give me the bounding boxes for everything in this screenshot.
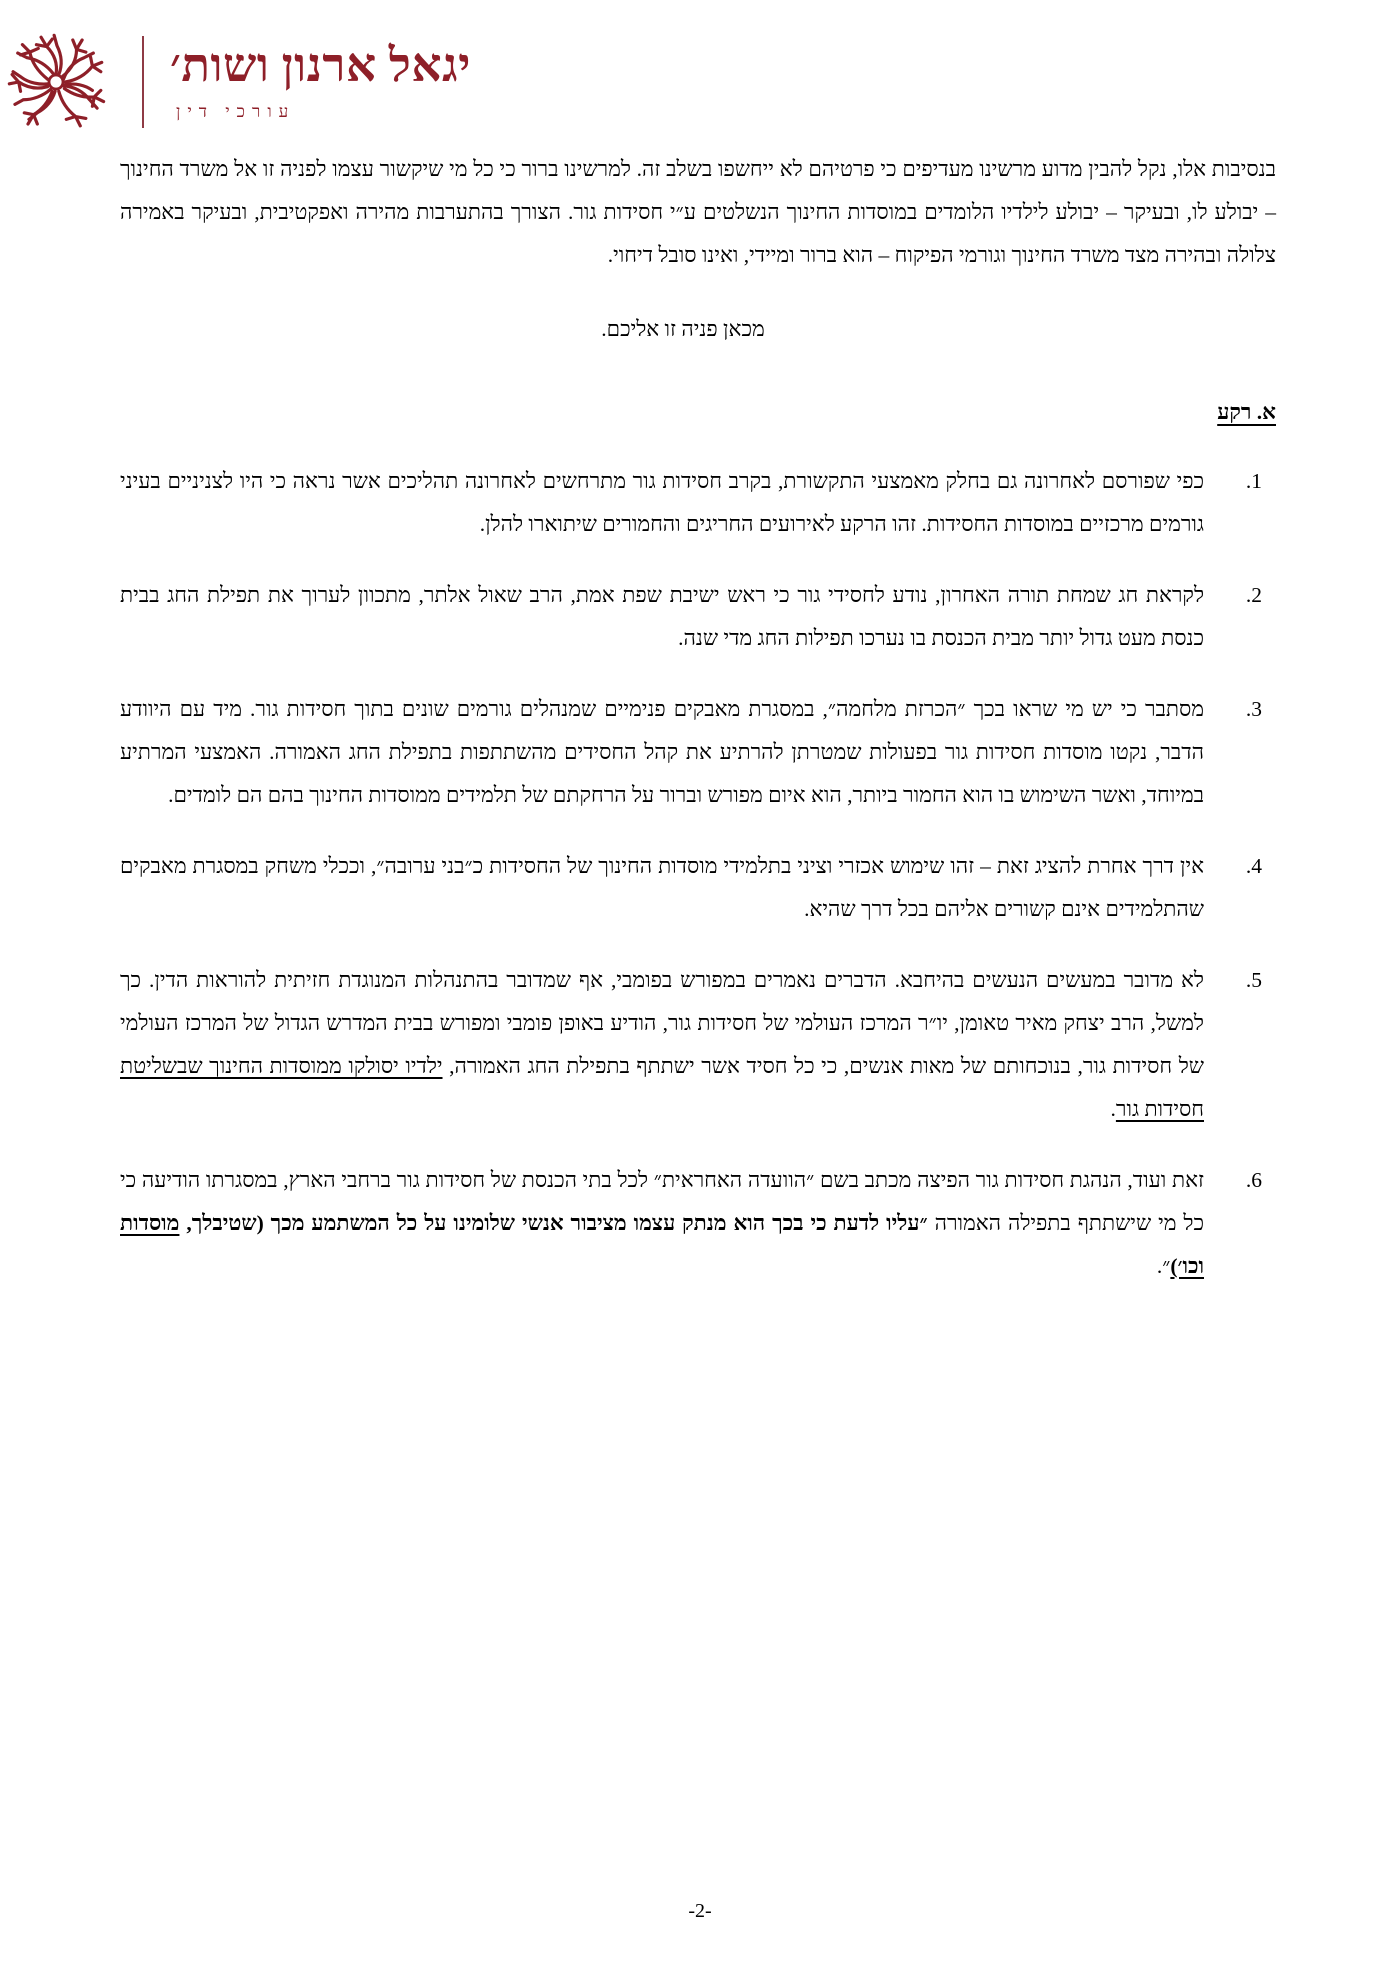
text-run-bold: ״עליו לדעת כי בכך הוא מנתק עצמו מציבור אנשי שלומינו על כל המשתמע מכך (שטיבלך,: [179, 1211, 928, 1235]
list-item: [120, 688, 1276, 817]
list-item: [120, 460, 1276, 546]
text-run-normal: זאת ועוד, הנהגת חסידות גור הפיצה מכתב בשם ״הוועדה האחראית״ לכל בתי הכנסת של חסידות גור ברחבי הארץ, במסגרתו הודיעה כי כל מי שישתתף בתפילה האמורה: [120, 1168, 1204, 1235]
list-item-number: .1: [1245, 469, 1262, 493]
firm-name: יגאל ארנון ושות׳: [170, 40, 471, 93]
list-item-text: אין דרך אחרת להציג זאת – זהו שימוש אכזרי וציני בתלמידי מוסדות החינוך של החסידות כ״בני ערובה״, וככלי משחק במסגרת מאבקים שהתלמידים אינם קשורים אליהם בכל דרך שהיא.: [120, 854, 1204, 921]
page-number: -2-: [688, 1900, 712, 1922]
text-run-underline: ילדיו יסולקו ממוסדות החינוך שבשליטת חסידות גור: [120, 1054, 1204, 1121]
text-run-bold-underline: מוסדות וכו׳): [120, 1211, 1204, 1278]
closing-line: מכאן פניה זו אליכם.: [601, 317, 765, 341]
numbered-list: [120, 460, 1276, 1288]
list-item: [120, 1159, 1276, 1288]
list-item-text: [120, 1168, 1204, 1278]
list-item-number: .4: [1245, 854, 1262, 878]
page-footer: [0, 1900, 1400, 1923]
list-item-text: לקראת חג שמחת תורה האחרון, נודע לחסידי גור כי ראש ישיבת שפת אמת, הרב שאול אלתר, מתכוון לערוך את תפילת החג בבית כנסת מעט גדול יותר מבית הכנסת בו נערכו תפילות החג מדי שנה.: [120, 583, 1204, 650]
section-heading: א. רקע: [1217, 400, 1276, 424]
list-item: [120, 574, 1276, 660]
text-run-normal: לא מדובר במעשים הנעשים בהיחבא. הדברים נאמרים במפורש בפומבי, אף שמדובר בהתנהלות המנוגדת חזיתית להוראות הדין. כך למשל, הרב יצחק מאיר טאומן, יו״ר המרכז העולמי של חסידות גור, הודיע באופן פומבי ומפורש בבית המדרש הגדול של המרכז העולמי של חסידות גור, בנוכחותם של מאות אנשים, כי כל חסיד אשר ישתתף בתפילת החג האמורה,: [120, 968, 1204, 1078]
intro-paragraph: בנסיבות אלו, נקל להבין מדוע מרשינו מעדיפים כי פרטיהם לא ייחשפו בשלב זה. למרשינו ברור כי כל מי שיקשור עצמו לפניה זו אל משרד החינוך – יבולע לו, ובעיקר – יבולע לילדיו הלומדים במוסדות החינוך הנשלטים ע״י חסידות גור. הצורך בהתערבות מהירה ואפקטיבית, ובעיקר באמירה צלולה ובהירה מצד משרד החינוך וגורמי הפיקוח – הוא ברור ומיידי, ואינו סובל דיחוי.: [120, 157, 1276, 267]
list-item-number: .2: [1245, 583, 1262, 607]
text-run-normal: ״.: [1156, 1254, 1171, 1278]
letterhead-text: [170, 42, 471, 122]
list-item: [120, 959, 1276, 1131]
list-item: [120, 845, 1276, 931]
list-item-number: .6: [1245, 1168, 1262, 1192]
list-item-text: מסתבר כי יש מי שראו בכך ״הכרזת מלחמה״, במסגרת מאבקים פנימיים שמנהלים גורמים שונים בתוך חסידות גור. מיד עם היוודע הדבר, נקטו מוסדות חסידות גור בפעולות שמטרתן להרתיע את קהל החסידים מהשתתפות בתפילת החג האמורה. האמצעי המרתיע במיוחד, ואשר השימוש בו הוא החמור ביותר, הוא איום מפורש וברור על הרחקתם של תלמידים ממוסדות החינוך בהם הם לומדים.: [120, 697, 1204, 807]
document-body: [120, 148, 1276, 1288]
letterhead: [0, 26, 1400, 138]
list-item-text: [120, 968, 1204, 1121]
list-item-number: .3: [1245, 697, 1262, 721]
firm-tagline: עורכי דין: [176, 101, 296, 121]
list-item-number: .5: [1245, 968, 1262, 992]
letterhead-divider: [142, 36, 144, 128]
firm-logo-icon: [0, 26, 112, 138]
text-run-normal: .: [1110, 1097, 1116, 1121]
list-item-text: כפי שפורסם לאחרונה גם בחלק מאמצעי התקשורת, בקרב חסידות גור מתרחשים לאחרונה תהליכים אשר נראה כי היו לצניניים בעיני גורמים מרכזיים במוסדות החסידות. זהו הרקע לאירועים החריגים והחמורים שיתוארו להלן.: [120, 469, 1204, 536]
